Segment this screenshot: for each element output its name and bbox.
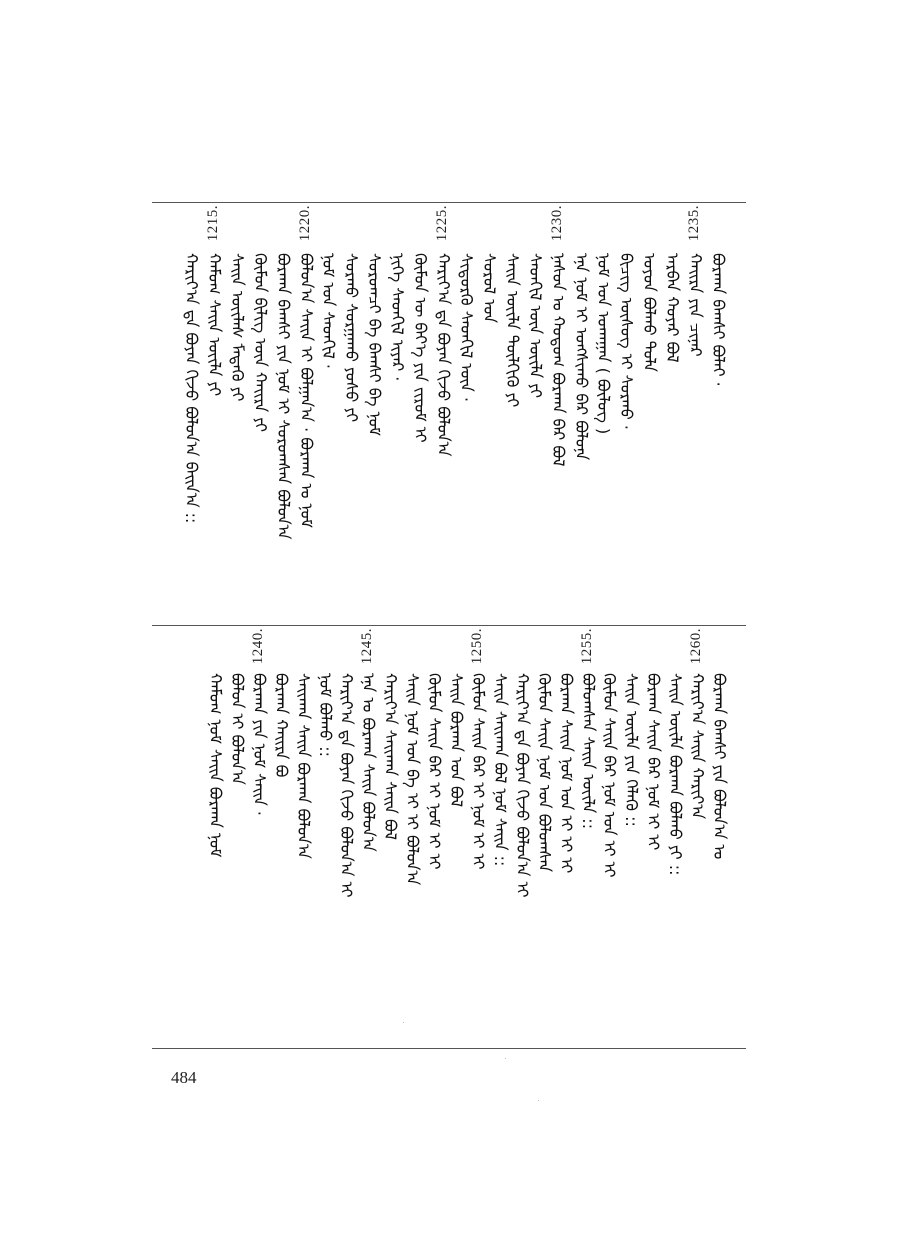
verse-line — [180, 205, 202, 623]
scan-speck — [403, 1022, 404, 1023]
line-number: 1215. — [205, 205, 221, 242]
verse-text: ᠬᠦᠮᠦᠨ ᠪᠢᠯᠢᠭ ᠦᠨ ᠬᠠᠢᠷᠠ ᠶᠢ — [251, 253, 270, 433]
line-number: 1245. — [359, 628, 375, 665]
verse-line — [295, 205, 317, 623]
verse-text: ᠰᠠᠢᠨ ᠦᠢᠯᠡ ᠲᠦᠯᠬᠢᠬᠦ ᠶᠢ — [503, 253, 522, 408]
verse-line — [292, 628, 314, 1046]
upper-verse-block — [152, 205, 746, 623]
verse-text: ᠰᠡᠳᠬᠢᠯ ᠦᠨ ᠦᠢᠯᠡ ᠶᠢ — [526, 253, 545, 398]
verse-text: ᠬᠦᠮᠦᠨ ᠰᠠᠢᠨ ᠪᠠᠷ ᠢ ᠨᠣᠮ ᠢ ᠢ — [469, 673, 488, 870]
line-number: 1250. — [469, 628, 485, 665]
verse-line — [340, 205, 362, 623]
page-number: 484 — [171, 1068, 197, 1087]
verse-line — [555, 628, 577, 1046]
verse-text: ᠰᠤᠷᠤᠯ ᠤᠨ — [480, 253, 499, 324]
line-number: 1230. — [549, 205, 565, 242]
verse-line — [577, 628, 599, 1046]
verse-line — [203, 205, 225, 623]
verse-text: ᠬᠦᠮᠦᠨ ᠰᠠᠢᠨ ᠪᠠᠷ ᠨᠣᠮ ᠤᠨ ᠢ ᠢ — [600, 673, 619, 878]
verse-line — [684, 205, 706, 623]
line-number: 1220. — [297, 205, 313, 242]
verse-line — [467, 628, 489, 1046]
verse-line — [379, 628, 401, 1046]
verse-text: ᠬᠠᠷᠢᠶ᠎ᠠ ᠳᠠ ᠪᠤᠶᠠᠨ ᠬᠢᠵᠦ ᠪᠣᠯᠤᠨ᠎ᠠ ᠢ — [337, 673, 356, 898]
verse-line — [598, 628, 620, 1046]
verse-line — [615, 205, 637, 623]
middle-rule — [152, 625, 746, 626]
verse-line — [511, 628, 533, 1046]
verse-text: ᠬᠠᠮᠤᠭ ᠰᠠᠢᠨ ᠦᠢᠯᠡ ᠶᠢ — [205, 253, 224, 397]
scan-speck — [538, 1100, 539, 1101]
verse-text: ᠪᠤᠷᠬᠠᠨ ᠪᠠᠭᠰᠢ ᠶᠢᠨ ᠪᠣᠯᠤᠨ᠎ᠠ ᠣ — [710, 673, 729, 860]
verse-line — [409, 205, 431, 623]
verse-text: ᠬᠦᠮᠦᠨ ᠰᠠᠢᠨ ᠪᠠᠷ ᠢ ᠨᠣᠮ ᠢ ᠢ — [425, 673, 444, 870]
verse-text: ᠬᠠᠷᠢᠶ᠎ᠠ ᠳᠠ ᠪᠤᠶᠠᠨ ᠬᠢᠵᠦ ᠪᠣᠯᠤᠨ᠎ᠠ — [434, 253, 453, 457]
verse-line — [249, 205, 271, 623]
verse-line — [401, 628, 423, 1046]
verse-text: ᠰᠠᠢᠨ ᠦᠢᠯᠡᠰ ᠮᠡᠳᠡᠬᠦ ᠶᠢ — [228, 253, 247, 402]
verse-line — [707, 205, 729, 623]
line-number: 1235. — [686, 205, 702, 242]
verse-text: ᠰᠢᠳᠦᠷᠭᠦ ᠰᠡᠳᠬᠢᠯ ᠦᠨ · — [457, 253, 476, 403]
verse-line — [363, 205, 385, 623]
verse-text: ᠪᠣᠯᠤᠨ᠎ᠠ ᠰᠠᠢᠨ ᠢ ᠪᠣᠯᠭᠠᠨ᠎ᠠ · ᠪᠤᠷᠬᠠᠨ ᠤ ᠨᠣᠮ — [297, 253, 316, 528]
lower-verse-block — [152, 628, 746, 1046]
verse-text: ᠪᠤᠷᠬᠠᠨ ᠰᠠᠢᠨ ᠨᠣᠮ ᠤᠨ ᠢ ᠢ ᠢ — [557, 673, 576, 874]
verse-line — [386, 205, 408, 623]
line-number: 1240. — [250, 628, 266, 665]
verse-line — [204, 628, 226, 1046]
verse-line — [533, 628, 555, 1046]
verse-text: ᠬᠦᠮᠦᠨ ᠰᠠᠢᠨ ᠨᠣᠮ ᠤᠨ ᠪᠣᠯᠤᠭᠰᠠᠨ — [535, 673, 554, 873]
verse-line — [642, 628, 664, 1046]
verse-text: ᠰᠠᠢᠨ ᠪᠤᠷᠬᠠᠨ ᠤᠨ ᠪᠣᠯ — [447, 673, 466, 808]
verse-text: ᠰᠠᠢᠨ ᠦᠢᠯᠡ ᠪᠤᠷᠬᠠᠨ ᠪᠣᠯᠬᠤ ᠶᠢ :: — [666, 673, 685, 876]
verse-text: ᠬᠠᠷᠢᠶ᠎ᠠ ᠰᠠᠢᠬᠠᠨ ᠰᠠᠢᠨ ᠪᠣᠯ — [381, 673, 400, 841]
top-rule — [152, 202, 746, 203]
line-number: 1255. — [579, 628, 595, 665]
verse-line — [432, 205, 454, 623]
verse-text: ᠬᠠᠢᠷᠠ ᠶᠢᠨ ᠴᠢᠨᠠᠷ — [686, 253, 705, 357]
verse-text: ᠪᠤᠷᠬᠠᠨ ᠪᠠᠭᠰᠢ ᠪᠣᠯᠠᠢ · — [709, 253, 728, 387]
verse-text: ᠨᠣᠮ ᠤᠨ ᠰᠡᠳᠬᠢᠯ · — [319, 253, 338, 370]
verse-text: ᠨᠣᠮ ᠤᠨ ᠤᠬᠠᠭᠠᠨ ( ᠪᠦᠯᠦᠭ ) — [594, 253, 613, 435]
verse-line — [661, 205, 683, 623]
verse-line — [248, 628, 270, 1046]
verse-line — [317, 205, 339, 623]
verse-line — [357, 628, 379, 1046]
verse-text: ᠰᠤᠷᠬᠤ ᠰᠤᠷᠭᠠᠬᠤ ᠶᠣᠰᠤ ᠶᠢ — [342, 253, 361, 423]
verse-text: ᠡᠨᠡ ᠨᠣᠮ ᠢ ᠤᠩᠰᠢᠬᠤ ᠪᠠᠷ ᠪᠣᠯᠣᠨᠠ — [572, 253, 591, 461]
verse-line — [423, 628, 445, 1046]
verse-line — [489, 628, 511, 1046]
verse-line — [620, 628, 642, 1046]
verse-line — [708, 628, 730, 1046]
verse-text: ᠪᠢᠴᠢᠭ ᠦᠰᠦᠭ ᠢ ᠰᠤᠷᠬᠤ · — [617, 253, 636, 430]
verse-line — [570, 205, 592, 623]
verse-line — [314, 628, 336, 1046]
verse-line — [501, 205, 523, 623]
verse-text: ᠰᠠᠢᠨ ᠦᠢᠯᠡ ᠶᠢᠨ ᠬᠡᠯᠡᠬᠦ :: — [622, 673, 641, 827]
verse-text: ᠪᠤᠷᠬᠠᠨ ᠬᠠᠢᠷᠠ ᠪᠣ — [272, 673, 291, 778]
verse-line — [638, 205, 660, 623]
verse-text: ᠨᠠᠰᠤᠨ ᠤ ᠬᠤᠲᠤᠭ ᠪᠤᠷᠬᠠᠨ ᠪᠠᠷ ᠪᠣᠯ — [549, 253, 568, 467]
verse-text: ᠬᠠᠷᠢᠶ᠎ᠠ ᠳᠠ ᠪᠤᠶᠠᠨ ᠬᠢᠵᠦ ᠪᠣᠯᠤᠨ᠎ᠠ ᠢ — [513, 673, 532, 898]
verse-line — [335, 628, 357, 1046]
verse-text: ᠨᠢᠭᠡ ᠰᠡᠳᠬᠢᠯ ᠢᠶᠡᠷ · — [388, 253, 407, 382]
verse-text: ᠰᠠᠢᠨ ᠰᠠᠢᠬᠠᠨ ᠪᠣᠯ ᠨᠣᠮ ᠰᠠᠢᠨ :: — [491, 673, 510, 867]
verse-line — [455, 205, 477, 623]
verse-text: ᠪᠤᠷᠬᠠᠨ ᠰᠠᠢᠨ ᠪᠠᠷ ᠨᠣᠮ ᠢ ᠢ — [644, 673, 663, 851]
verse-text: ᠡᠨᠡ ᠣ ᠪᠤᠷᠬᠠᠨ ᠰᠠᠢᠨ ᠪᠣᠯᠤᠨ᠎ᠠ — [359, 673, 378, 852]
verse-line — [478, 205, 500, 623]
verse-line — [226, 205, 248, 623]
verse-text: ᠬᠠᠷᠢᠶ᠎ᠠ ᠰᠠᠢᠨ ᠬᠠᠷᠢᠶ᠎ᠠ — [688, 673, 707, 820]
line-number: 1260. — [688, 628, 704, 665]
verse-text: ᠰᠠᠢᠨ ᠨᠣᠮ ᠤᠨ ᠪᠠ ᠢ ᠢ ᠪᠣᠯᠤᠨ᠎ᠠ — [403, 673, 422, 886]
scan-speck — [505, 1058, 506, 1059]
verse-line — [686, 628, 708, 1046]
verse-text: ᠬᠦᠮᠦᠨ ᠦ ᠪᠡᠶ᠎ᠡ ᠶᠢᠨ ᠵᠢᠷᠤᠮ ᠢ — [411, 253, 430, 443]
verse-text: ᠣᠶᠤᠨ ᠪᠣᠯᠬᠤ ᠲᠤᠯᠠ — [640, 253, 659, 372]
line-number: 1225. — [434, 205, 450, 242]
verse-text: ᠪᠣᠯᠤᠨ ᠢ ᠪᠣᠯᠤᠨ᠎ᠠ — [228, 673, 247, 785]
bottom-rule — [152, 1048, 746, 1049]
verse-text: ᠰᠤᠷᠤᠭᠴᠢ ᠪᠠ ᠪᠠᠭᠰᠢ ᠪᠠ ᠨᠣᠮ — [365, 253, 384, 436]
verse-line — [226, 628, 248, 1046]
verse-text: ᠬᠠᠮᠤᠭ ᠨᠣᠮ ᠰᠠᠢᠨ ᠪᠤᠷᠬᠠᠨ ᠨᠣᠮ — [206, 673, 225, 858]
verse-line — [664, 628, 686, 1046]
verse-line — [445, 628, 467, 1046]
verse-text: ᠨᠣᠮ ᠪᠣᠯᠬᠤ :: — [316, 673, 335, 757]
verse-line — [592, 205, 614, 623]
verse-text: ᠪᠣᠯᠤᠭᠰᠠᠨ ᠰᠠᠢᠨ ᠦᠢᠯᠡ :: — [579, 673, 598, 830]
verse-text: ᠬᠠᠷᠢᠶ᠎ᠠ ᠳᠠ ᠪᠤᠶᠠᠨ ᠬᠢᠵᠦ ᠪᠣᠯᠤᠨ᠎ᠠ ᠪᠠᠢᠨ᠎ᠠ :: — [182, 253, 201, 524]
verse-text: ᠪᠤᠷᠬᠠᠨ ᠶᠢᠨ ᠨᠣᠮ ᠰᠠᠢᠨ · — [250, 673, 269, 816]
verse-line — [524, 205, 546, 623]
verse-text: ᠰᠠᠢᠬᠠᠨ ᠰᠠᠢᠨ ᠪᠤᠷᠬᠠᠨ ᠪᠣᠯᠤᠨ᠎ᠠ — [294, 673, 313, 859]
verse-text: ᠠᠷᠪᠠᠨ ᠬᠣᠶᠠᠷ ᠪᠣᠯ — [663, 253, 682, 363]
verse-text: ᠪᠤᠷᠬᠠᠨ ᠪᠠᠭᠰᠢ ᠶᠢᠨ ᠨᠣᠮ ᠢ ᠰᠤᠷᠤᠭᠰᠠᠨ ᠪᠣᠯᠤᠨ᠎ᠠ — [274, 253, 293, 540]
verse-line — [270, 628, 292, 1046]
verse-line — [547, 205, 569, 623]
verse-line — [272, 205, 294, 623]
